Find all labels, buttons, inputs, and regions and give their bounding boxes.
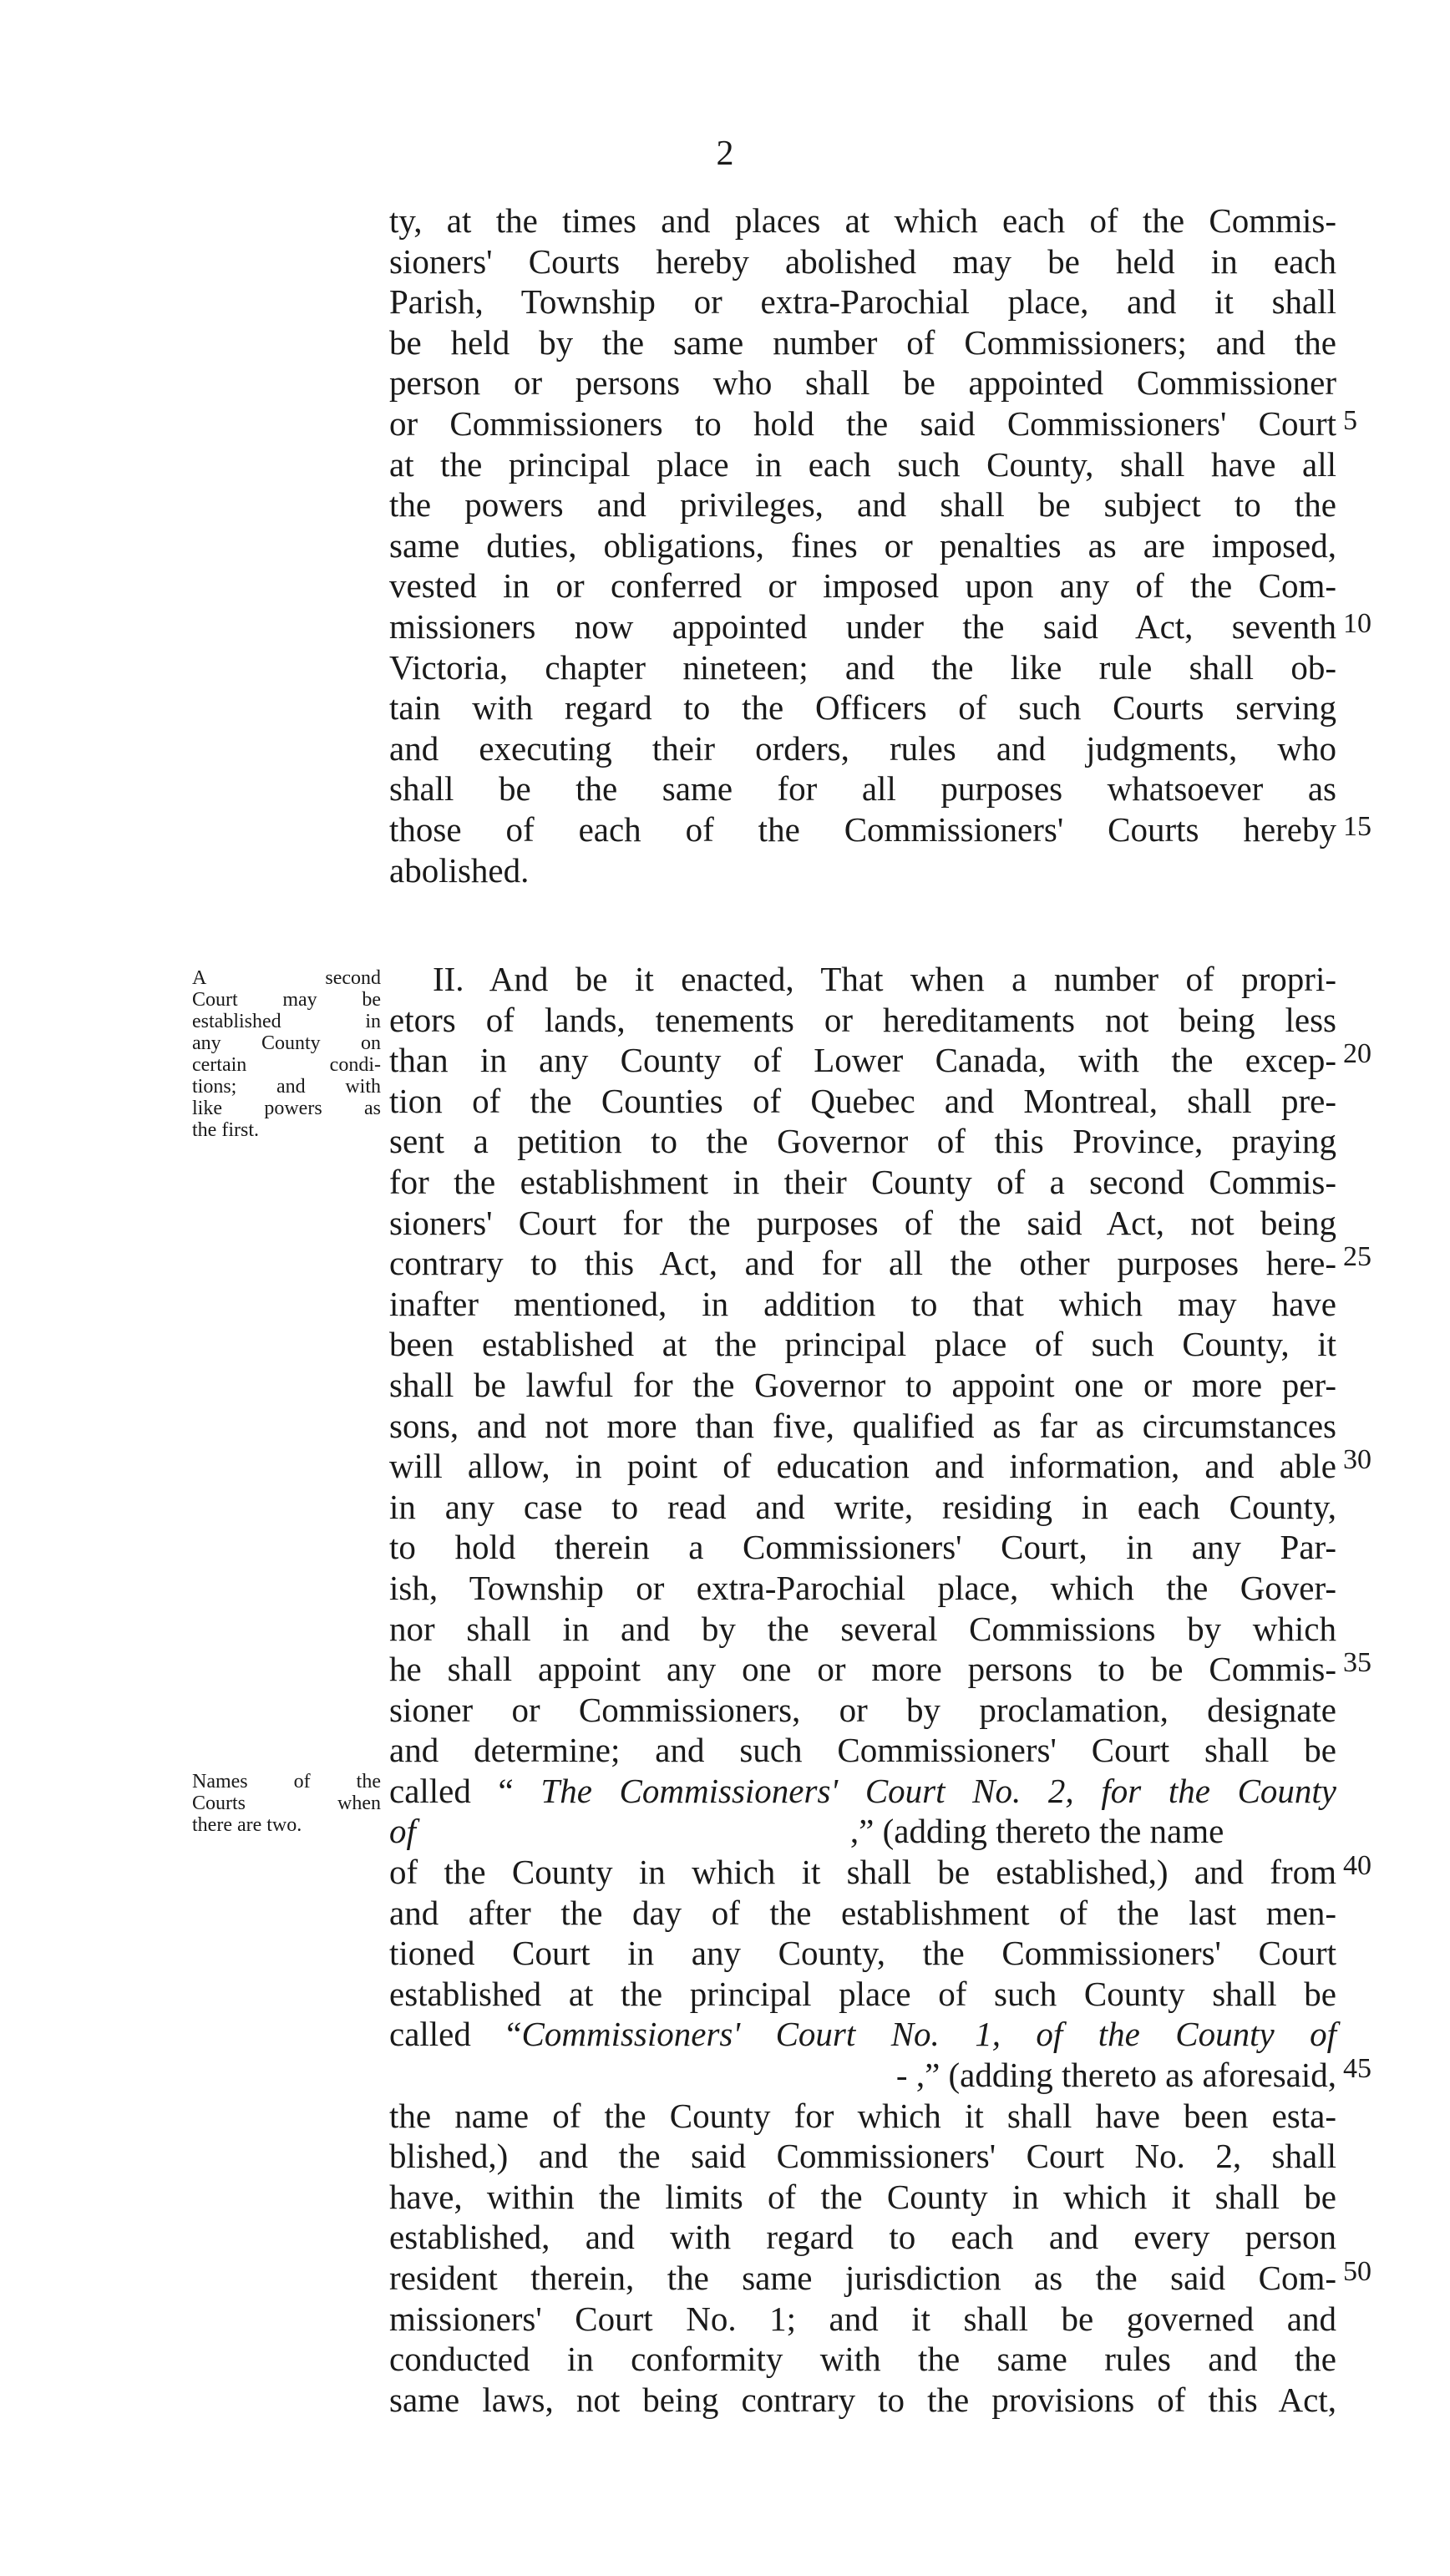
text-line: same laws, not being contrary to the provisions of this Act, <box>389 2380 1336 2419</box>
line-number: 45 <box>1343 2053 1371 2084</box>
margin-note-line: Names of the <box>192 1771 381 1793</box>
text-line: of the County in which it shall be established,) and from <box>389 1853 1336 1892</box>
margin-note-line: there are two. <box>192 1814 302 1836</box>
of-rest: ,” (adding thereto the name <box>849 1812 1224 1851</box>
margin-note-line: any County on <box>192 1032 381 1054</box>
text-line: at the principal place in each such County, shall have all <box>389 444 1336 484</box>
paragraph-1 <box>389 200 1336 890</box>
text-line: sioners' Courts hereby abolished may be held in each <box>389 241 1336 281</box>
text-line: sons, and not more than five, qualified as far as circumstances <box>389 1406 1336 1445</box>
text-line: the name of the County for which it shall have been esta- <box>389 2096 1336 2135</box>
line-number: 10 <box>1343 608 1371 639</box>
text-line: in any case to read and write, residing in each County, <box>389 1487 1336 1526</box>
text-line-adding <box>389 2055 1336 2096</box>
margin-note-line: like powers as <box>192 1098 381 1119</box>
margin-note-line: A second <box>192 967 381 989</box>
text-line: and after the day of the establishment of the last men- <box>389 1893 1336 1932</box>
court-name-2: The Commissioners' Court No. 2, for the County <box>540 1771 1337 1810</box>
text-line: sioner or Commissioners, or by proclamation, designate <box>389 1690 1336 1729</box>
page-number: 2 <box>716 134 734 173</box>
margin-note-line: tions; and with <box>192 1076 381 1098</box>
text-line: shall be the same for all purposes whatsoever as <box>389 769 1336 809</box>
line-number: 40 <box>1343 1850 1371 1881</box>
of-italic: of <box>389 1812 416 1851</box>
line-number: 50 <box>1343 2256 1371 2287</box>
text-line: II. And be it enacted, That when a number of propri- <box>433 960 1336 998</box>
text-line: be held by the same number of Commissioners; and the <box>389 322 1336 362</box>
text-line: missioners now appointed under the said Act, seventh <box>389 606 1336 646</box>
margin-note-line: established in <box>192 1011 381 1032</box>
text-line: tion of the Counties of Quebec and Montreal, shall pre- <box>389 1081 1336 1120</box>
text-line: ty, at the times and places at which each of the Commis- <box>389 201 1336 240</box>
margin-note-names-of-courts <box>192 1771 381 1836</box>
text-line: conducted in conformity with the same rules and the <box>389 2340 1336 2379</box>
line-number: 25 <box>1343 1241 1371 1272</box>
called-prefix: called “ <box>389 1771 541 1810</box>
text-line: established, and with regard to each and every person <box>389 2218 1336 2257</box>
text-line: he shall appoint any one or more persons to be Commis- <box>389 1650 1336 1689</box>
text-line: than in any County of Lower Canada, with the excep- <box>389 1041 1336 1080</box>
text-line: vested in or conferred or imposed upon any of the Com- <box>389 566 1336 606</box>
text-line: established at the principal place of such County shall be <box>389 1974 1336 2013</box>
text-line: tioned Court in any County, the Commissioners' Court <box>389 1934 1336 1973</box>
text-line: the powers and privileges, and shall be subject to the <box>389 485 1336 525</box>
margin-note-line: Courts when <box>192 1793 381 1814</box>
text-line-called-court-2 <box>389 1771 1336 1812</box>
text-line: been established at the principal place of such County, it <box>389 1325 1336 1364</box>
text-line: etors of lands, tenements or hereditaments not being less <box>389 1000 1336 1039</box>
margin-note-line: certain condi- <box>192 1054 381 1076</box>
text-line: for the establishment in their County of a second Commis- <box>389 1162 1336 1201</box>
line-number: 35 <box>1343 1647 1371 1678</box>
text-line: resident therein, the same jurisdiction as the said Com- <box>389 2259 1336 2297</box>
text-line: tain with regard to the Officers of such Courts serving <box>389 688 1336 728</box>
paragraph-2 <box>389 959 1336 2420</box>
text-line: those of each of the Commissioners' Courts hereby <box>389 809 1336 849</box>
margin-note-second-court <box>192 967 381 1141</box>
text-line: sent a petition to the Governor of this Province, praying <box>389 1122 1336 1161</box>
text-line: to hold therein a Commissioners' Court, in any Par- <box>389 1528 1336 1567</box>
line-number: 5 <box>1343 405 1357 436</box>
text-line: and determine; and such Commissioners' Court shall be <box>389 1731 1336 1770</box>
margin-note-line: the first. <box>192 1119 259 1141</box>
text-line: person or persons who shall be appointed Commissioner <box>389 363 1336 403</box>
text-line: Parish, Township or extra-Parochial place, and it shall <box>389 282 1336 322</box>
text-line: sioners' Court for the purposes of the said Act, not being <box>389 1203 1336 1242</box>
court-name-1: Commissioners' Court No. 1, of the County of <box>521 2015 1337 2054</box>
line-number: 20 <box>1343 1038 1371 1069</box>
text-line: same duties, obligations, fines or penalties as are imposed, <box>389 525 1336 565</box>
text-line: ish, Township or extra-Parochial place, which the Gover- <box>389 1568 1336 1607</box>
text-line: shall be lawful for the Governor to appoint one or more per- <box>389 1365 1336 1404</box>
text-line: inafter mentioned, in addition to that which may have <box>389 1284 1336 1323</box>
text-line: Victoria, chapter nineteen; and the like rule shall ob- <box>389 647 1336 687</box>
line-number: 15 <box>1343 811 1371 842</box>
text-line: have, within the limits of the County in which it shall be <box>389 2177 1336 2216</box>
text-line-of-county <box>389 1811 1336 1852</box>
margin-note-line: Court may be <box>192 989 381 1011</box>
text-line: contrary to this Act, and for all the other purposes here- <box>389 1244 1336 1283</box>
called2-prefix: called “ <box>389 2015 522 2054</box>
text-line: or Commissioners to hold the said Commissioners' Court <box>389 403 1336 443</box>
text-line: blished,) and the said Commissioners' Court No. 2, shall <box>389 2137 1336 2176</box>
text-line: will allow, in point of education and information, and able <box>389 1447 1336 1486</box>
text-line-called-court-1 <box>389 2014 1336 2055</box>
text-line: abolished. <box>389 850 530 890</box>
adding2: - ,” (adding thereto as aforesaid, <box>895 2056 1336 2095</box>
text-line: and executing their orders, rules and judgments, who <box>389 728 1336 768</box>
text-line: missioners' Court No. 1; and it shall be governed and <box>389 2299 1336 2338</box>
text-line: nor shall in and by the several Commissions by which <box>389 1609 1336 1648</box>
line-number: 30 <box>1343 1444 1371 1475</box>
